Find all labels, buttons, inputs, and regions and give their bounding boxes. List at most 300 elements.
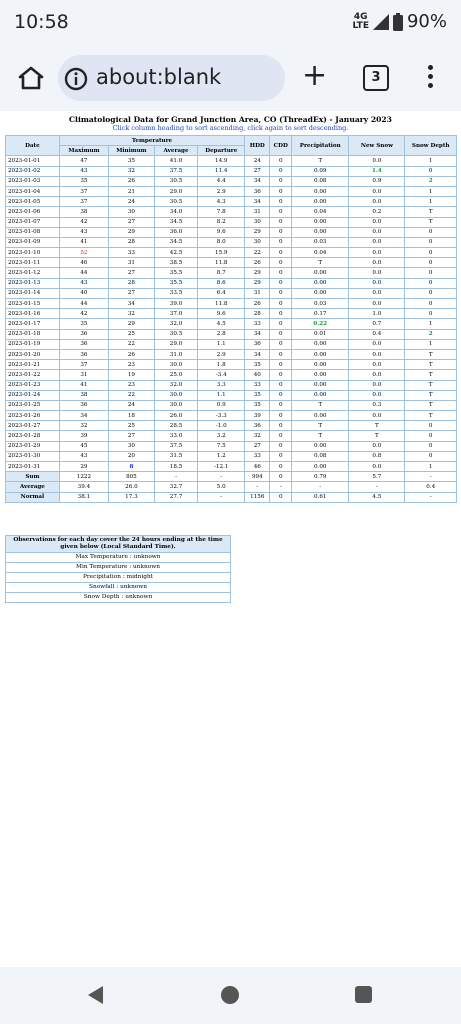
cell: 5.0 (198, 482, 245, 492)
status-time: 10:58 (14, 11, 69, 33)
cell: 30 (245, 237, 270, 247)
cell: 0 (270, 248, 292, 258)
cell: 37 (59, 186, 108, 196)
cell: 0.0 (349, 248, 405, 258)
cell: 31.0 (154, 349, 197, 359)
cell: 41 (59, 237, 108, 247)
cell: 0 (270, 268, 292, 278)
cell: 0.0 (349, 411, 405, 421)
cell: 36 (245, 186, 270, 196)
cell: 0.00 (292, 462, 349, 472)
cell: 36 (59, 349, 108, 359)
cell: 0.00 (292, 380, 349, 390)
header-date[interactable]: Date (6, 136, 60, 156)
cell: 34 (245, 329, 270, 339)
cell: 33.5 (154, 288, 197, 298)
cell: 0 (405, 248, 457, 258)
date-cell: 2023-01-27 (6, 421, 60, 431)
cell: 21 (109, 186, 155, 196)
cell: 35 (59, 176, 108, 186)
cell: 1.2 (198, 451, 245, 461)
cell: 45 (59, 441, 108, 451)
cell: 33.0 (154, 431, 197, 441)
cell: 0 (270, 339, 292, 349)
cell: 47 (59, 156, 108, 166)
cell: 26 (245, 258, 270, 268)
normal-row (6, 492, 457, 502)
cell: 26 (109, 349, 155, 359)
date-cell: 2023-01-25 (6, 400, 60, 410)
cell: 0.0 (349, 278, 405, 288)
cell: 0 (405, 421, 457, 431)
date-cell: 2023-01-21 (6, 360, 60, 370)
cell: 30 (245, 217, 270, 227)
cell: - (198, 492, 245, 502)
cell: T (349, 431, 405, 441)
cell: T (405, 207, 457, 217)
cell: 0.00 (292, 390, 349, 400)
date-cell: 2023-01-02 (6, 166, 60, 176)
cell: 22 (245, 248, 270, 258)
cell: 0.0 (349, 288, 405, 298)
cell: 25.0 (154, 370, 197, 380)
date-cell: 2023-01-29 (6, 441, 60, 451)
cell: 34 (109, 299, 155, 309)
cell: 44 (59, 268, 108, 278)
cell: 28 (109, 278, 155, 288)
table-row (6, 431, 457, 441)
cell: 0.2 (349, 207, 405, 217)
cell: 1.4 (349, 166, 405, 176)
header-average[interactable]: Average (154, 146, 197, 156)
cell: 0.0 (349, 380, 405, 390)
status-bar (0, 0, 461, 44)
cell: 14.9 (198, 156, 245, 166)
cell: 0 (270, 258, 292, 268)
cell: 0 (405, 258, 457, 268)
cell: 42 (59, 217, 108, 227)
cell: T (405, 370, 457, 380)
table-body (6, 156, 457, 472)
cell: 0.01 (292, 329, 349, 339)
cell: 0 (270, 227, 292, 237)
cell: 19 (109, 370, 155, 380)
cell: 27 (109, 217, 155, 227)
cell: 42 (59, 309, 108, 319)
cell: 37.5 (154, 166, 197, 176)
cell: 28 (109, 237, 155, 247)
table-row (6, 339, 457, 349)
cell: 0 (270, 492, 292, 502)
recents-icon[interactable] (355, 986, 372, 1003)
cell: 25 (109, 421, 155, 431)
obs-line: Snow Depth : unknown (6, 593, 231, 603)
table-row (6, 268, 457, 278)
cell: 0 (270, 278, 292, 288)
header-cdd[interactable]: CDD (270, 136, 292, 156)
cell: 0.8 (349, 451, 405, 461)
cell: 0.08 (292, 176, 349, 186)
cell: 0 (270, 288, 292, 298)
cell: 30.5 (154, 176, 197, 186)
cell: 0 (270, 299, 292, 309)
date-cell: 2023-01-13 (6, 278, 60, 288)
more-menu-icon[interactable] (428, 65, 434, 92)
date-cell: 2023-01-11 (6, 258, 60, 268)
cell: - (349, 482, 405, 492)
obs-line: Snowfall : unknown (6, 583, 231, 593)
cell: 46 (245, 462, 270, 472)
cell: 0 (405, 441, 457, 451)
sum-label: Sum (6, 472, 60, 482)
cell: 0.00 (292, 217, 349, 227)
cell: - (292, 482, 349, 492)
cell: 0.00 (292, 268, 349, 278)
tab-switcher-button[interactable]: 3 (363, 65, 389, 91)
cell: 0.08 (292, 451, 349, 461)
cell: 7.5 (198, 441, 245, 451)
table-row (6, 258, 457, 268)
table-row (6, 278, 457, 288)
table-row (6, 237, 457, 247)
cell: 31 (245, 207, 270, 217)
cell: 0.0 (349, 360, 405, 370)
cell: 37.0 (154, 309, 197, 319)
cell: 36.0 (154, 227, 197, 237)
date-cell: 2023-01-08 (6, 227, 60, 237)
cell: 0.0 (349, 370, 405, 380)
cell: 0.00 (292, 349, 349, 359)
header-departure[interactable]: Departure (198, 146, 245, 156)
cell: 22 (109, 390, 155, 400)
cell: 0 (405, 451, 457, 461)
cell: 0.0 (349, 227, 405, 237)
date-cell: 2023-01-19 (6, 339, 60, 349)
cell: 26 (109, 176, 155, 186)
cell: 0 (270, 329, 292, 339)
cell: 30.5 (154, 197, 197, 207)
cell: 9.6 (198, 227, 245, 237)
climate-table (5, 135, 457, 503)
cell: 0.79 (292, 472, 349, 482)
cell: 1 (405, 186, 457, 196)
date-cell: 2023-01-03 (6, 176, 60, 186)
cell: 0.0 (349, 217, 405, 227)
cell: 43 (59, 278, 108, 288)
cell: 0.22 (292, 319, 349, 329)
table-row (6, 370, 457, 380)
obs-line: Precipitation : midnight (6, 573, 231, 583)
cell: 0 (405, 166, 457, 176)
cell: 31 (245, 288, 270, 298)
cell: 38.5 (154, 258, 197, 268)
cell: 0 (405, 278, 457, 288)
cell: 8 (109, 462, 155, 472)
cell: 1 (405, 197, 457, 207)
cell: 0.00 (292, 186, 349, 196)
cell: 0 (270, 441, 292, 451)
cell: 1 (405, 156, 457, 166)
header-temperature: Temperature (59, 136, 244, 146)
table-row (6, 197, 457, 207)
cell: 36 (245, 339, 270, 349)
cell: 0 (270, 431, 292, 441)
cell: 3.2 (198, 431, 245, 441)
network-indicator: 4G LTE (352, 11, 369, 31)
cell: 8.6 (198, 278, 245, 288)
header-precipitation[interactable]: Precipitation (292, 136, 349, 156)
cell: 0.00 (292, 227, 349, 237)
table-row (6, 411, 457, 421)
cell: 39.0 (154, 299, 197, 309)
battery-percent: 90% (406, 11, 447, 32)
cell: 29 (109, 319, 155, 329)
cell: 33 (245, 380, 270, 390)
cell: 34 (245, 176, 270, 186)
web-page (0, 111, 461, 967)
cell: 28 (245, 309, 270, 319)
cell: 26 (245, 299, 270, 309)
cell: 30.0 (154, 400, 197, 410)
obs-line: Max Temperature : unknown (6, 553, 231, 563)
average-label: Average (6, 482, 60, 492)
cell: 28.5 (154, 421, 197, 431)
cell: 1222 (59, 472, 108, 482)
cell: 26.0 (109, 482, 155, 492)
date-cell: 2023-01-30 (6, 451, 60, 461)
cell: 1.1 (198, 339, 245, 349)
cell: 0.0 (349, 462, 405, 472)
cell: 11.4 (198, 166, 245, 176)
cell: 38 (59, 390, 108, 400)
cell: -1.0 (198, 421, 245, 431)
cell: 0.0 (349, 441, 405, 451)
cell: 0.00 (292, 288, 349, 298)
table-row (6, 380, 457, 390)
cell: 29 (59, 462, 108, 472)
cell: 31 (59, 370, 108, 380)
cell: 18 (109, 411, 155, 421)
cell: - (270, 482, 292, 492)
cell: 0.00 (292, 339, 349, 349)
cell: 32 (59, 421, 108, 431)
cell: 0 (270, 462, 292, 472)
url-text[interactable]: about:blank (96, 65, 222, 89)
obs-header: Observations for each day cover the 24 hours ending at the time given below (Local Standard Time). (6, 536, 231, 553)
cell: 0 (270, 237, 292, 247)
cell: 1 (405, 319, 457, 329)
cell: 37 (59, 197, 108, 207)
date-cell: 2023-01-06 (6, 207, 60, 217)
cell: T (405, 390, 457, 400)
cell: 4.3 (198, 197, 245, 207)
cell: 32.7 (154, 482, 197, 492)
cell: 0 (270, 309, 292, 319)
table-row (6, 451, 457, 461)
cell: 27 (109, 268, 155, 278)
cell: 0 (270, 166, 292, 176)
cell: 805 (109, 472, 155, 482)
cell: 43 (59, 451, 108, 461)
info-icon[interactable] (64, 67, 88, 91)
cell: 0.0 (349, 237, 405, 247)
cell: 30 (109, 441, 155, 451)
cell: 36 (59, 339, 108, 349)
cell: 29 (245, 278, 270, 288)
cell: 0 (270, 319, 292, 329)
table-row (6, 166, 457, 176)
cell: 35 (59, 319, 108, 329)
cell: 39 (245, 411, 270, 421)
browser-toolbar (0, 52, 461, 104)
cell: 0.7 (349, 319, 405, 329)
cell: 29 (109, 227, 155, 237)
table-row (6, 349, 457, 359)
cell: 32 (109, 309, 155, 319)
cell: 29 (245, 268, 270, 278)
header-snow-depth[interactable]: Snow Depth (405, 136, 457, 156)
cell: 17.3 (109, 492, 155, 502)
cell: 0.9 (198, 400, 245, 410)
cell: 35.5 (154, 268, 197, 278)
cell: 31.5 (154, 451, 197, 461)
cell: 2.9 (198, 186, 245, 196)
cell: 0.61 (292, 492, 349, 502)
date-cell: 2023-01-12 (6, 268, 60, 278)
cell: 0.00 (292, 370, 349, 380)
cell: 38 (59, 207, 108, 217)
cell: 27 (245, 441, 270, 451)
cell: 8.0 (198, 237, 245, 247)
cell: 32 (109, 166, 155, 176)
home-circle-icon[interactable] (221, 986, 239, 1004)
cell: 1156 (245, 492, 270, 502)
address-bar[interactable] (58, 55, 285, 101)
cell: T (292, 431, 349, 441)
cell: 32.0 (154, 319, 197, 329)
cell: 0.0 (349, 186, 405, 196)
cell: 0.04 (292, 207, 349, 217)
cell: 36 (59, 329, 108, 339)
date-cell: 2023-01-01 (6, 156, 60, 166)
cell: - (154, 472, 197, 482)
cell: 4.5 (198, 319, 245, 329)
header-hdd[interactable]: HDD (245, 136, 270, 156)
cell: 29.0 (154, 339, 197, 349)
table-row (6, 390, 457, 400)
table-row (6, 248, 457, 258)
cell: 0.09 (292, 166, 349, 176)
date-cell: 2023-01-31 (6, 462, 60, 472)
cell: 43 (59, 227, 108, 237)
cell: 7.8 (198, 207, 245, 217)
cell: 0.0 (349, 339, 405, 349)
cell: 32 (245, 431, 270, 441)
cell: - (405, 492, 457, 502)
cell: T (292, 400, 349, 410)
cell: 25 (109, 329, 155, 339)
cell: 1.1 (198, 390, 245, 400)
cell: T (349, 421, 405, 431)
cell: 34.0 (154, 207, 197, 217)
table-row (6, 227, 457, 237)
table-row (6, 299, 457, 309)
table-row (6, 309, 457, 319)
cell: 0 (405, 299, 457, 309)
cell: 8.2 (198, 217, 245, 227)
date-cell: 2023-01-10 (6, 248, 60, 258)
cell: 0 (405, 309, 457, 319)
date-cell: 2023-01-22 (6, 370, 60, 380)
cell: 24 (109, 400, 155, 410)
battery-icon (393, 13, 403, 31)
cell: 11.8 (198, 258, 245, 268)
summary-rows (6, 472, 457, 503)
cell: 40 (59, 288, 108, 298)
cell: 27 (109, 431, 155, 441)
table-row (6, 421, 457, 431)
header-minimum[interactable]: Minimum (109, 146, 155, 156)
date-cell: 2023-01-23 (6, 380, 60, 390)
table-row (6, 176, 457, 186)
table-row (6, 360, 457, 370)
cell: 40 (245, 370, 270, 380)
cell: 34 (245, 349, 270, 359)
header-maximum[interactable]: Maximum (59, 146, 108, 156)
cell: 37 (59, 360, 108, 370)
cell: 0.0 (349, 156, 405, 166)
cell: 0.0 (349, 268, 405, 278)
cell: 30.5 (154, 329, 197, 339)
cell: 42.5 (154, 248, 197, 258)
cell: 0 (405, 237, 457, 247)
cell: T (405, 400, 457, 410)
cell: 1 (405, 462, 457, 472)
new-tab-button[interactable]: + (302, 58, 328, 93)
normal-label: Normal (6, 492, 60, 502)
cell: 0 (405, 288, 457, 298)
cell: 0.00 (292, 411, 349, 421)
cell: 0 (270, 207, 292, 217)
cell: 0 (270, 197, 292, 207)
status-icons (352, 11, 447, 32)
cell: 37.5 (154, 441, 197, 451)
home-icon[interactable] (18, 65, 44, 91)
cell: 27 (109, 288, 155, 298)
header-new-snow[interactable]: New Snow (349, 136, 405, 156)
cell: 22 (109, 339, 155, 349)
cell: T (405, 217, 457, 227)
table-row (6, 319, 457, 329)
cell: 18.5 (154, 462, 197, 472)
date-cell: 2023-01-24 (6, 390, 60, 400)
cell: 27.7 (154, 492, 197, 502)
cell: T (405, 349, 457, 359)
cell: 46 (59, 258, 108, 268)
cell: 30.0 (154, 390, 197, 400)
cell: 1.0 (349, 309, 405, 319)
cell: 1 (405, 339, 457, 349)
cell: 2 (405, 329, 457, 339)
date-cell: 2023-01-16 (6, 309, 60, 319)
cell: 0.00 (292, 197, 349, 207)
cell: 0.0 (349, 299, 405, 309)
cell: 0.00 (292, 360, 349, 370)
cell: 0 (270, 380, 292, 390)
cell: 0 (270, 400, 292, 410)
back-icon[interactable] (88, 986, 103, 1004)
cell: 0 (405, 268, 457, 278)
